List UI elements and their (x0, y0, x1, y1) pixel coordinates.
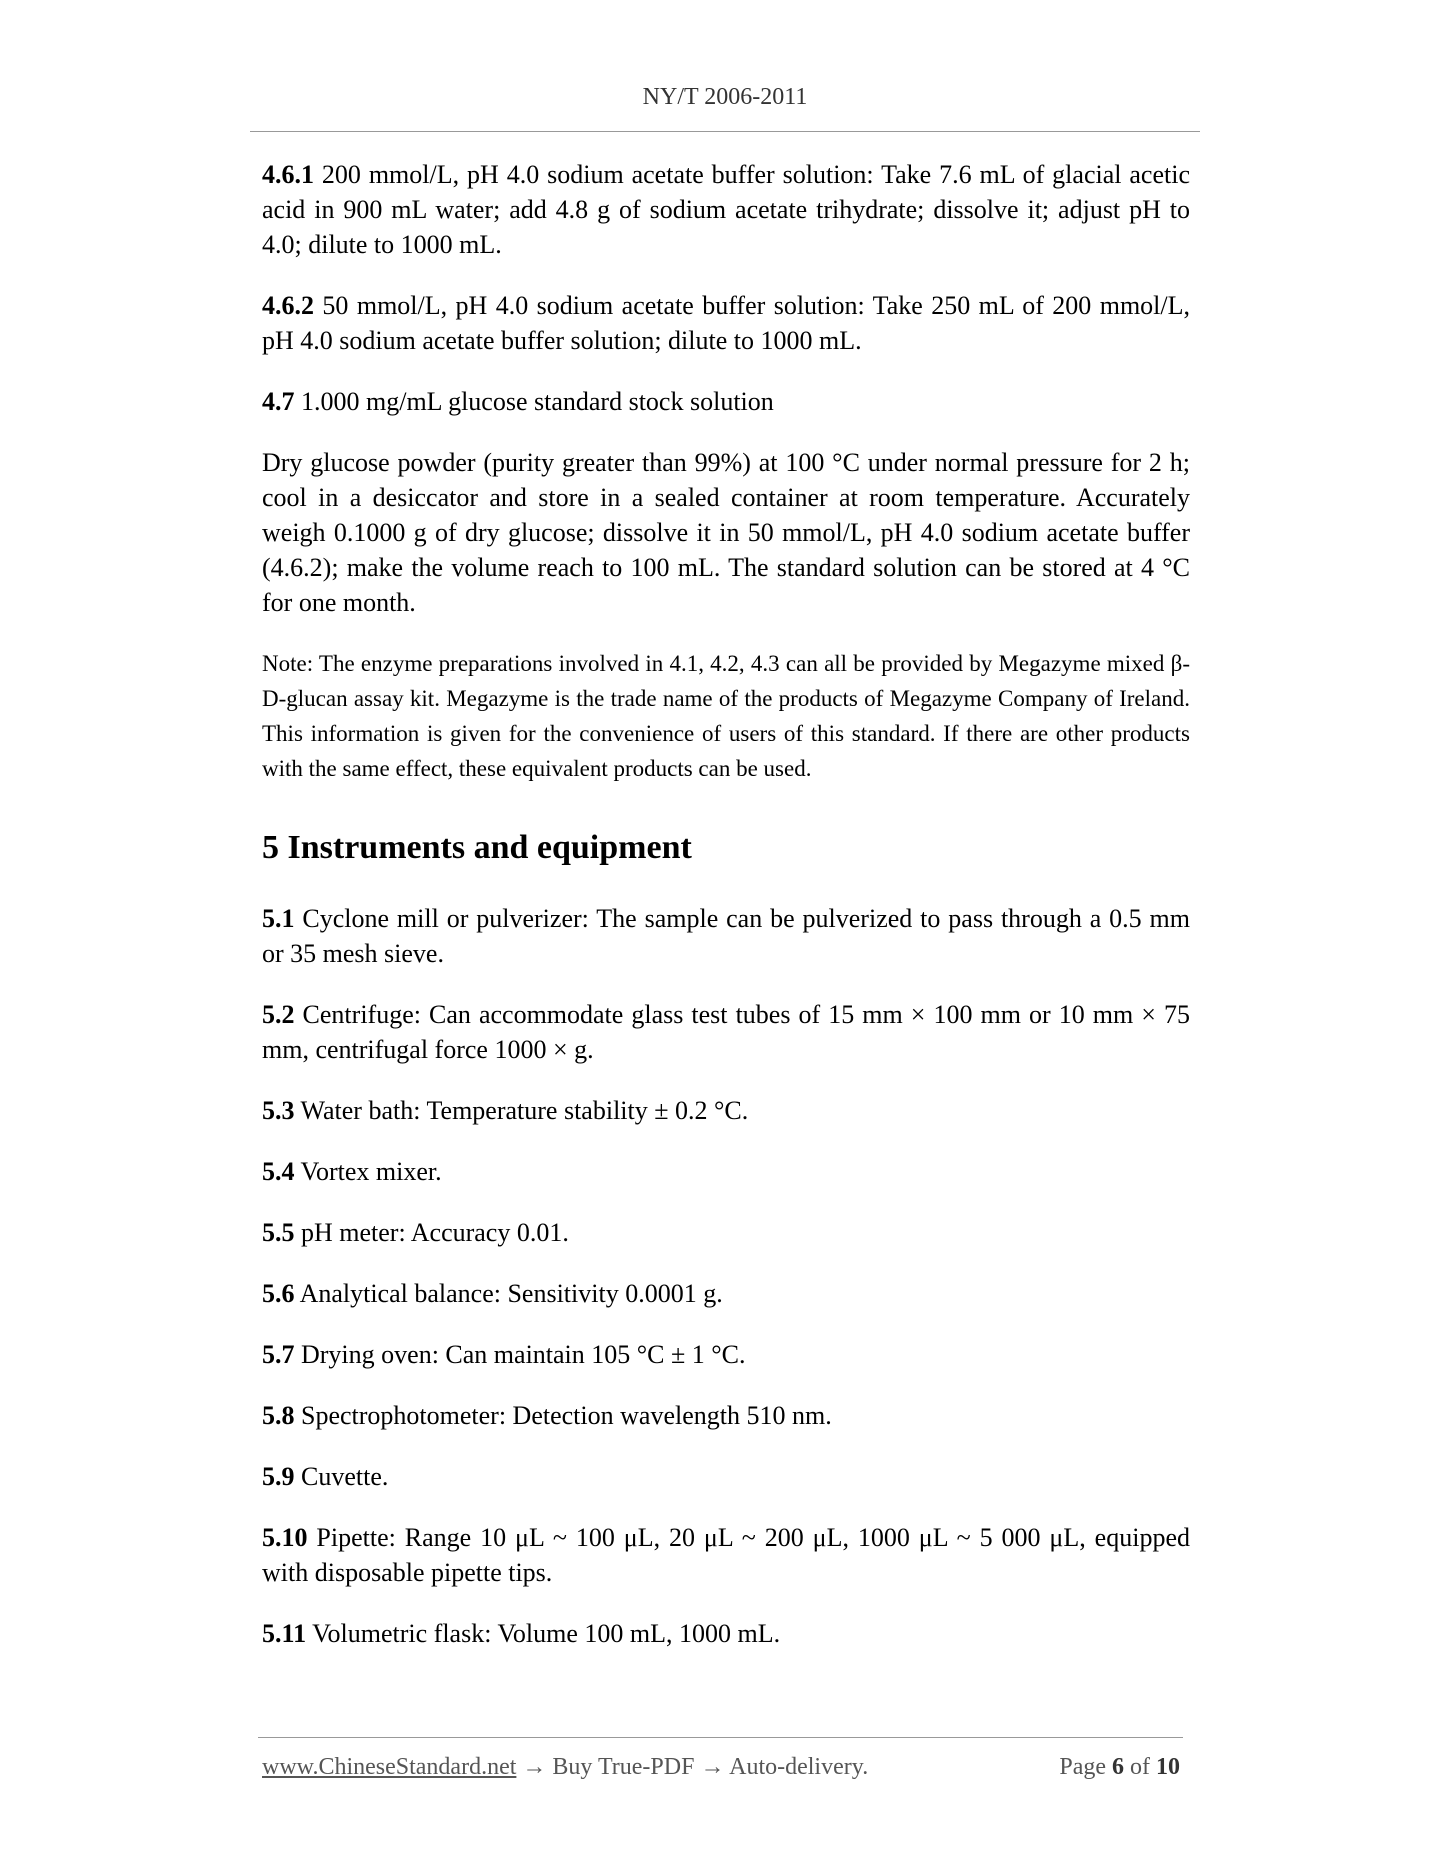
header-divider (250, 131, 1200, 132)
clause-number: 5.8 (262, 1401, 295, 1430)
clause-text: Dry glucose powder (purity greater than 99%) at 100 °C under normal pressure for 2 h; cool in a desiccator and store in a sealed container at room temperature. Accurately weigh 0.1000 g of dry glucose; dissolve it in 50 mmol/L, pH 4.0 sodium acetate buffer (4.6.2); make the volume reach to 100 mL. The standard solution can be stored at 4 °C for one month. (262, 448, 1190, 617)
section-heading: 5 Instruments and equipment (262, 829, 692, 866)
clause-text: Vortex mixer. (294, 1157, 442, 1186)
clause-number: 5.4 (262, 1157, 295, 1186)
clause-number: 5.6 (262, 1279, 295, 1308)
item-5-11 (262, 1616, 1190, 1651)
clause-text: Cuvette. (294, 1462, 389, 1491)
item-5-3 (262, 1093, 1190, 1128)
item-5-2 (262, 997, 1190, 1067)
page-indicator (1059, 1751, 1180, 1783)
clause-text: Water bath: Temperature stability ± 0.2 °C. (294, 1096, 749, 1125)
clause-text: Analytical balance: Sensitivity 0.0001 g. (294, 1279, 723, 1308)
clause-number: 4.7 (262, 387, 295, 416)
clause-text: 50 mmol/L, pH 4.0 sodium acetate buffer solution: Take 250 mL of 200 mmol/L, pH 4.0 sodium acetate buffer solution; dilute to 1000 mL. (262, 291, 1190, 355)
clause-text: Spectrophotometer: Detection wavelength 510 nm. (294, 1401, 832, 1430)
clause-text: pH meter: Accuracy 0.01. (294, 1218, 569, 1247)
clause-text: Centrifuge: Can accommodate glass test tubes of 15 mm × 100 mm or 10 mm × 75 mm, centrifugal force 1000 × g. (262, 1000, 1190, 1064)
item-5-6 (262, 1276, 1190, 1311)
item-5-1 (262, 901, 1190, 971)
paragraph-4-6-1 (262, 157, 1190, 262)
clause-text: Drying oven: Can maintain 105 °C ± 1 °C. (294, 1340, 746, 1369)
item-5-5 (262, 1215, 1190, 1250)
clause-text: Pipette: Range 10 μL ~ 100 μL, 20 μL ~ 200 μL, 1000 μL ~ 5 000 μL, equipped with disposable pipette tips. (262, 1523, 1190, 1587)
footer-divider (258, 1737, 1183, 1738)
paragraph-4-7 (262, 384, 1190, 419)
clause-text: Cyclone mill or pulverizer: The sample can be pulverized to pass through a 0.5 mm or 35 mesh sieve. (262, 904, 1190, 968)
page-number: 6 (1112, 1754, 1124, 1780)
page-footer (262, 1751, 1180, 1783)
clause-number: 4.6.2 (262, 291, 314, 320)
paragraph-glucose-prep (262, 445, 1190, 620)
clause-number: 4.6.1 (262, 160, 314, 189)
item-5-9 (262, 1459, 1190, 1494)
clause-number: 5.1 (262, 904, 295, 933)
clause-text: Volumetric flask: Volume 100 mL, 1000 mL. (306, 1619, 781, 1648)
of-label: of (1124, 1754, 1156, 1780)
site-link[interactable]: www.ChineseStandard.net (262, 1754, 517, 1780)
note-paragraph: Note: The enzyme preparations involved in 4.1, 4.2, 4.3 can all be provided by Megazyme mixed β-D-glucan assay kit. Megazyme is the trade name of the products of Megazyme Company of Ireland. This information is given for the convenience of users of this standard. If there are other products with the same effect, these equivalent products can be used. (262, 651, 1190, 781)
page-label: Page (1059, 1754, 1112, 1780)
clause-number: 5.11 (262, 1619, 307, 1648)
clause-number: 5.3 (262, 1096, 295, 1125)
clause-number: 5.7 (262, 1340, 295, 1369)
clause-text: 200 mmol/L, pH 4.0 sodium acetate buffer solution: Take 7.6 mL of glacial acetic acid in 900 mL water; add 4.8 g of sodium acetate trihydrate; dissolve it; adjust pH to 4.0; dilute to 1000 mL. (262, 160, 1190, 259)
page-header: NY/T 2006-2011 (642, 84, 808, 110)
clause-number: 5.2 (262, 1000, 295, 1029)
clause-text: 1.000 mg/mL glucose standard stock solution (294, 387, 774, 416)
item-5-10 (262, 1520, 1190, 1590)
page-total: 10 (1156, 1754, 1180, 1780)
paragraph-4-6-2 (262, 288, 1190, 358)
clause-number: 5.9 (262, 1462, 295, 1491)
footer-tagline: → Buy True-PDF → Auto-delivery. (516, 1754, 869, 1780)
clause-number: 5.5 (262, 1218, 295, 1247)
item-5-4 (262, 1154, 1190, 1189)
document-body (262, 157, 1190, 1677)
clause-number: 5.10 (262, 1523, 308, 1552)
item-5-7 (262, 1337, 1190, 1372)
item-5-8 (262, 1398, 1190, 1433)
